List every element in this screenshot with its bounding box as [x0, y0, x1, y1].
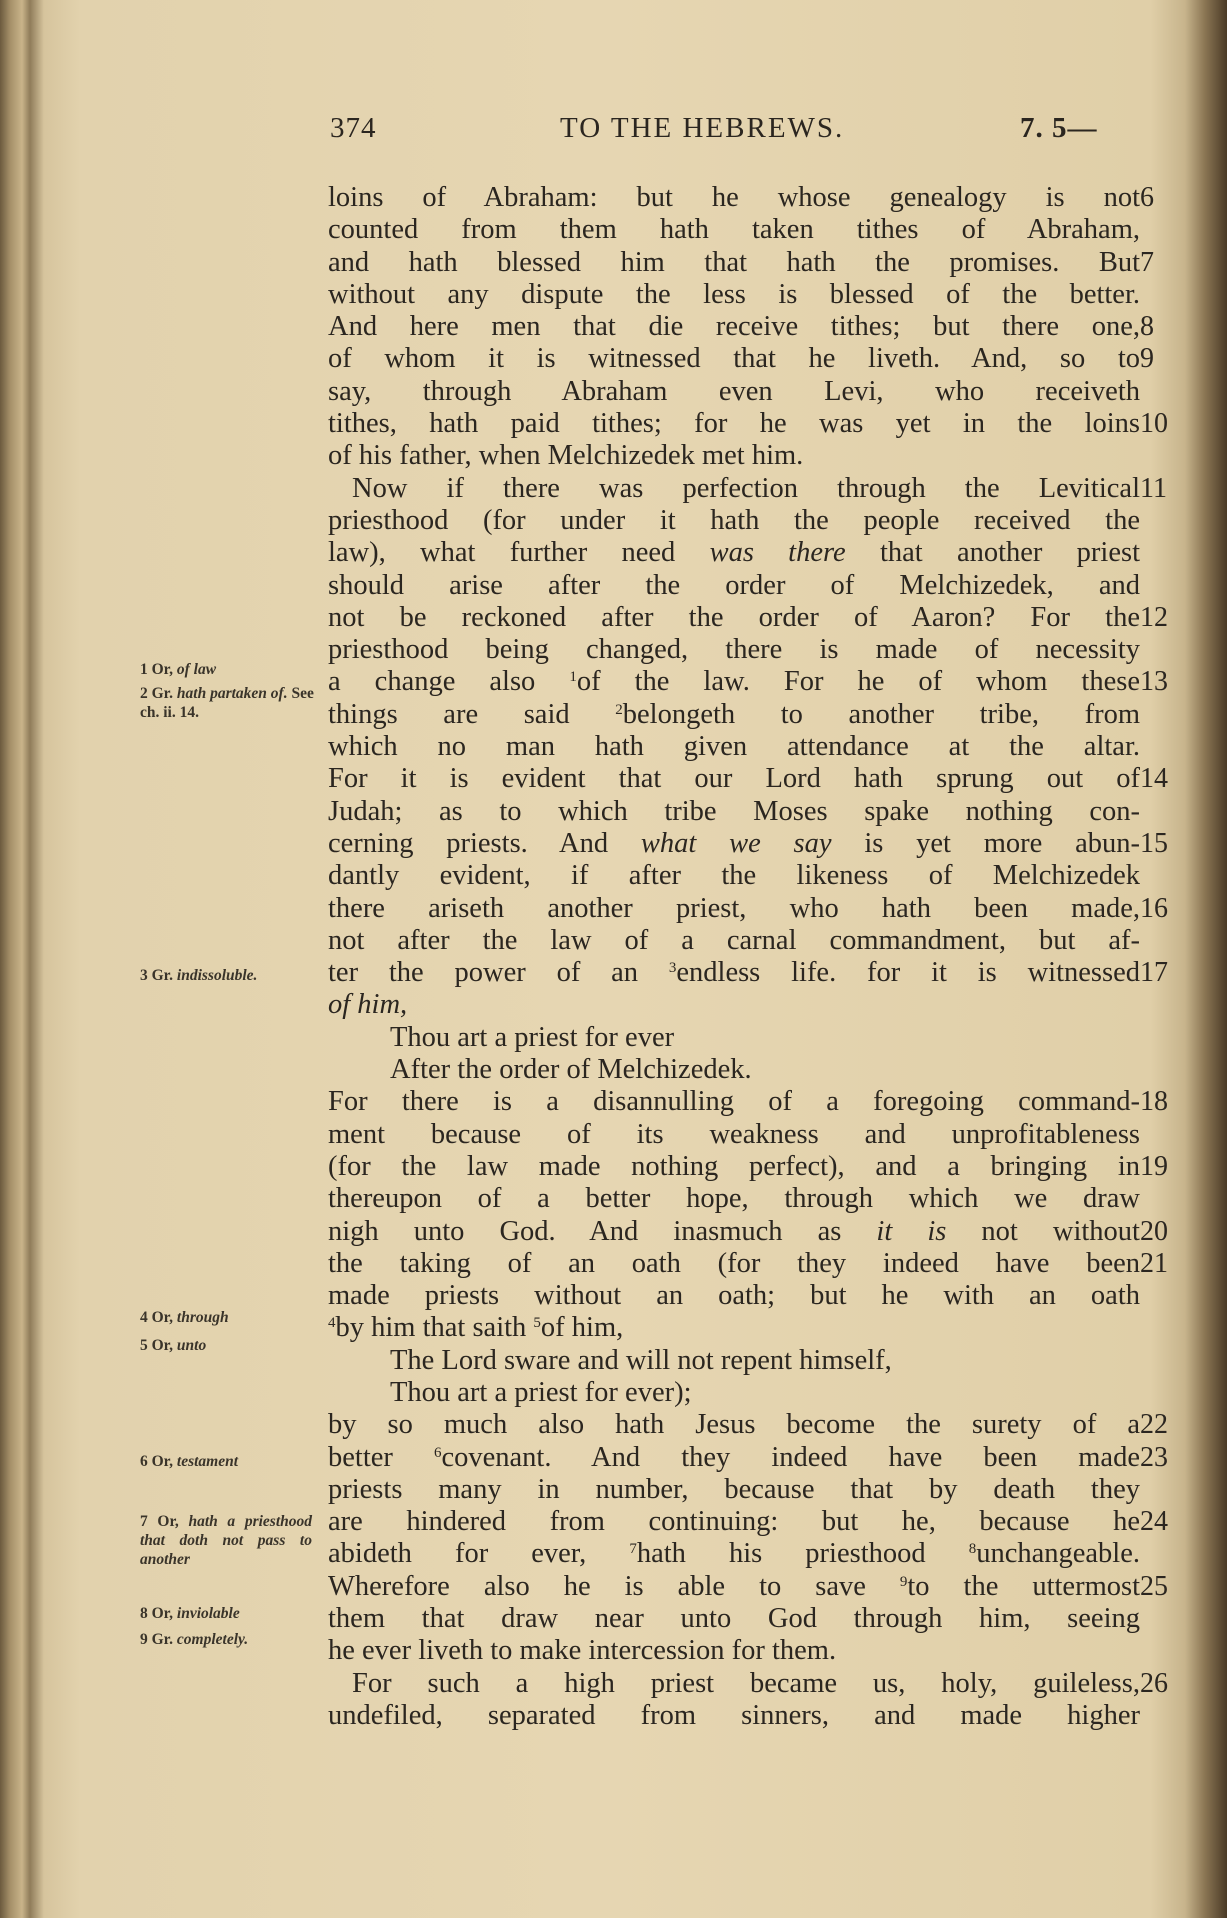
- poetry-line: [328, 1054, 1140, 1086]
- italic-text: of him,: [328, 989, 408, 1021]
- text-segment: For it is evident that our Lord hath sprung out of: [328, 763, 1140, 795]
- verse-number: 26: [1140, 1667, 1168, 1699]
- text-segment: by him that saith: [335, 1312, 534, 1344]
- verse-number: 19: [1140, 1150, 1168, 1182]
- text-line: [328, 279, 1140, 311]
- text-line: [328, 440, 1140, 472]
- text-line: [328, 1538, 1140, 1570]
- text-line: [328, 537, 1140, 569]
- text-segment: of his father, when Melchizedek met him.: [328, 440, 804, 472]
- text-segment: dantly evident, if after the likeness of Melchizedek: [328, 860, 1140, 892]
- text-segment: not be reckoned after the order of Aaron? For the: [328, 601, 1140, 633]
- running-title: TO THE HEBREWS.: [560, 112, 845, 144]
- text-line: [328, 1183, 1140, 1215]
- text-segment: he ever liveth to make intercession for them.: [328, 1635, 837, 1667]
- text-line: [328, 1700, 1140, 1732]
- footnote-marker: 3: [668, 960, 677, 977]
- text-segment: should arise after the order of Melchizedek, and: [328, 569, 1140, 601]
- text-line: [328, 892, 1168, 925]
- page-number: 374: [330, 112, 377, 144]
- text-segment: is yet more abun-: [831, 827, 1141, 859]
- text-line: [328, 666, 1168, 698]
- text-line: [328, 1247, 1168, 1280]
- text-line: [328, 827, 1168, 860]
- text-segment: not after the law of a carnal commandment, but af-: [328, 924, 1140, 956]
- text-segment: unchangeable.: [976, 1538, 1140, 1570]
- text-segment: to the uttermost: [907, 1570, 1141, 1602]
- margin-note-5: 5 Or, unto: [140, 1337, 207, 1354]
- text-line: [328, 214, 1140, 246]
- text-segment: priesthood (for under it hath the people received the: [328, 504, 1140, 536]
- text-segment: After the order of Melchizedek.: [390, 1054, 752, 1086]
- text-line: [328, 957, 1168, 989]
- text-line: [328, 1570, 1168, 1603]
- verse-number: 18: [1140, 1086, 1168, 1118]
- text-segment: abideth for ever,: [328, 1538, 630, 1570]
- text-line: [328, 634, 1140, 666]
- text-segment: by so much also hath Jesus become the surety of a: [328, 1409, 1140, 1441]
- text-line: [328, 1150, 1168, 1183]
- verse-number: 21: [1140, 1247, 1168, 1279]
- verse-number: 10: [1140, 408, 1168, 440]
- verse-number: 6: [1140, 182, 1154, 213]
- text-segment: there ariseth another priest, who hath been made,: [328, 892, 1140, 924]
- text-segment: without any dispute the less is blessed of the better.: [328, 278, 1140, 310]
- text-line: [328, 601, 1168, 634]
- footnote-marker: 5: [533, 1315, 541, 1332]
- text-line: [328, 472, 1167, 505]
- text-segment: The Lord sware and will not repent himself,: [390, 1344, 892, 1376]
- text-segment: priesthood being changed, there is made of necessity: [328, 634, 1140, 666]
- text-segment: say, through Abraham even Levi, who receiveth: [328, 375, 1140, 407]
- text-line: [328, 699, 1140, 731]
- text-segment: cerning priests. And: [328, 827, 641, 859]
- footnote-marker: 7: [629, 1541, 637, 1558]
- text-line: [328, 1506, 1168, 1538]
- verse-number: 7: [1140, 246, 1154, 278]
- footnote-marker: 4: [328, 1315, 336, 1332]
- text-segment: nigh unto God. And inasmuch as: [328, 1215, 877, 1247]
- text-line: [328, 505, 1140, 537]
- text-line: [328, 1667, 1168, 1700]
- text-segment: tithes, hath paid tithes; for he was yet in the loins: [328, 408, 1140, 440]
- chapter-verse-reference: 7. 5—: [1020, 112, 1098, 144]
- text-segment: law), what further need: [328, 537, 710, 569]
- text-line: [328, 376, 1140, 408]
- verse-number: 14: [1140, 763, 1168, 795]
- footnote-marker: 1: [569, 669, 577, 686]
- margin-note-9: 9 Gr. completely.: [140, 1631, 249, 1648]
- text-line: [328, 925, 1140, 957]
- text-segment: and hath blessed him that hath the promises. But: [328, 246, 1140, 278]
- text-segment: which no man hath given attendance at the altar.: [328, 731, 1140, 763]
- text-segment: Now if there was perfection through the Levitical: [352, 472, 1140, 504]
- margin-note-1: 1 Or, of law: [140, 661, 217, 678]
- text-segment: ter the power of an: [328, 957, 669, 989]
- text-segment: of him,: [540, 1312, 624, 1344]
- verse-number: 9: [1140, 343, 1154, 375]
- text-segment: ment because of its weakness and unprofitableness: [328, 1118, 1140, 1150]
- verse-number: 23: [1140, 1441, 1168, 1473]
- text-line: [328, 731, 1140, 763]
- text-segment: of whom it is witnessed that he liveth. And, so to: [328, 343, 1140, 375]
- text-segment: endless life. for it is witnessed: [676, 957, 1140, 989]
- text-segment: better: [328, 1441, 434, 1473]
- verse-number: 20: [1140, 1215, 1168, 1247]
- text-segment: that another priest: [845, 537, 1140, 569]
- text-line: [328, 989, 1140, 1021]
- margin-note-7: 7 Or, hath a priesthood that doth not pass to another: [140, 1513, 312, 1568]
- text-line: [328, 1280, 1140, 1312]
- margin-note-2: 2 Gr. hath partaken of. See ch. ii. 14.: [140, 685, 314, 721]
- verse-number: 25: [1140, 1570, 1168, 1602]
- text-line: [328, 1635, 1140, 1667]
- text-segment: Thou art a priest for ever: [390, 1021, 675, 1053]
- margin-note-8: 8 Or, inviolable: [140, 1605, 240, 1622]
- footnote-marker: 9: [899, 1573, 908, 1590]
- verse-number: 16: [1140, 892, 1168, 924]
- verse-number: 13: [1140, 666, 1168, 698]
- text-line: [328, 1603, 1140, 1635]
- text-segment: hath his priesthood: [636, 1538, 969, 1570]
- footnote-marker: 2: [615, 701, 623, 718]
- text-segment: For there is a disannulling of a foregoing command-: [328, 1086, 1140, 1118]
- footnote-marker: 8: [968, 1541, 977, 1558]
- text-segment: Judah; as to which tribe Moses spake nothing con-: [328, 795, 1140, 827]
- text-line: [328, 1409, 1168, 1441]
- text-line: [328, 1119, 1140, 1151]
- text-segment: are hindered from continuing: but he, because he: [328, 1506, 1140, 1538]
- poetry-line: [328, 1377, 1140, 1409]
- poetry-line: [328, 1345, 1140, 1377]
- text-line: [328, 1474, 1140, 1506]
- text-segment: (for the law made nothing perfect), and a bringing in: [328, 1150, 1140, 1182]
- text-line: [328, 182, 1154, 214]
- text-line: [328, 1312, 1140, 1344]
- text-segment: them that draw near unto God through him, seeing: [328, 1603, 1140, 1635]
- margin-note-3: 3 Gr. indissoluble.: [140, 967, 258, 984]
- text-segment: For such a high priest became us, holy, guileless,: [352, 1667, 1140, 1699]
- text-segment: made priests without an oath; but he with an oath: [328, 1280, 1140, 1312]
- verse-number: 24: [1140, 1506, 1168, 1538]
- text-segment: not without: [946, 1215, 1140, 1247]
- italic-text: what we say: [640, 827, 832, 859]
- text-line: [328, 763, 1168, 795]
- poetry-line: [328, 1022, 1140, 1054]
- footnote-marker: 6: [433, 1444, 442, 1461]
- text-segment: things are said: [328, 698, 616, 730]
- text-line: [328, 796, 1140, 828]
- text-segment: a change also: [328, 666, 570, 698]
- text-line: [328, 1215, 1168, 1248]
- text-segment: thereupon of a better hope, through which we draw: [328, 1183, 1140, 1215]
- verse-number: 11: [1140, 472, 1167, 504]
- verse-number: 22: [1140, 1409, 1168, 1441]
- text-line: [328, 570, 1140, 602]
- text-segment: of the law. For he of whom these: [576, 666, 1140, 698]
- text-segment: undefiled, separated from sinners, and made higher: [328, 1699, 1140, 1731]
- verse-number: 12: [1140, 601, 1168, 633]
- text-segment: counted from them hath taken tithes of Abraham,: [328, 214, 1140, 246]
- text-segment: And here men that die receive tithes; but there one,: [328, 311, 1140, 343]
- verse-number: 8: [1140, 311, 1154, 343]
- italic-text: it is: [876, 1215, 947, 1247]
- text-line: [328, 1441, 1168, 1474]
- text-segment: belongeth to another tribe, from: [622, 698, 1140, 730]
- margin-note-6: 6 Or, testament: [140, 1453, 239, 1470]
- text-segment: priests many in number, because that by death they: [328, 1473, 1140, 1505]
- text-line: [328, 860, 1140, 892]
- text-segment: covenant. And they indeed have been made: [441, 1441, 1140, 1473]
- text-segment: loins of Abraham: but he whose genealogy is not: [328, 182, 1140, 213]
- verse-number: 17: [1140, 957, 1168, 989]
- text-segment: Wherefore also he is able to save: [328, 1570, 900, 1602]
- text-line: [328, 1086, 1168, 1118]
- text-line: [328, 408, 1168, 440]
- verse-number: 15: [1140, 827, 1168, 859]
- text-segment: Thou art a priest for ever);: [390, 1376, 692, 1408]
- text-line: [328, 246, 1154, 279]
- text-line: [328, 343, 1154, 375]
- text-line: [328, 311, 1154, 343]
- scripture-text-column: [328, 182, 1168, 1732]
- margin-note-4: 4 Or, through: [140, 1309, 229, 1326]
- italic-text: was there: [709, 537, 846, 569]
- text-segment: the taking of an oath (for they indeed have been: [328, 1247, 1140, 1279]
